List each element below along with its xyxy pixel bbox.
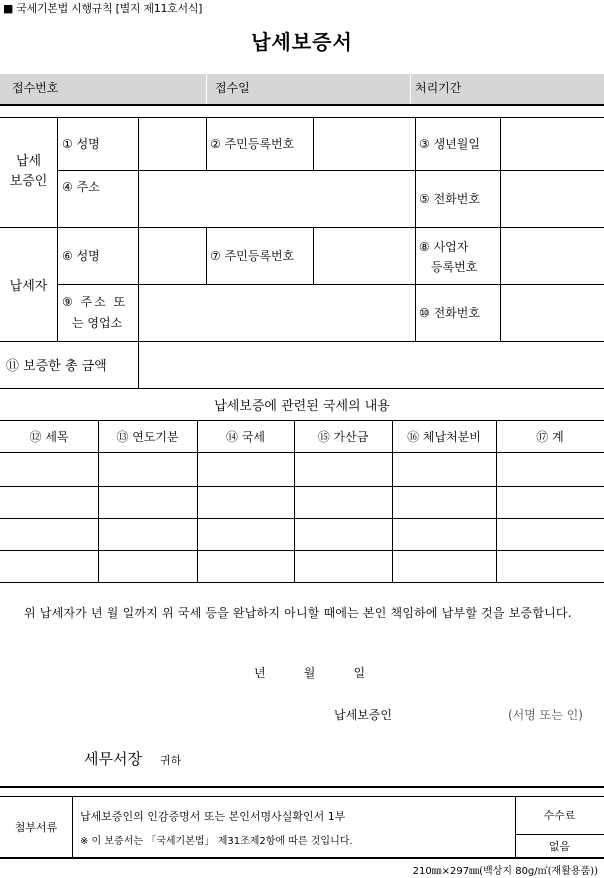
guarantor-birth-label: ③ 생년월일 [419, 137, 480, 151]
column-header-additional-charge: ⑮ 가산금 [317, 429, 369, 444]
taxpayer-resident-no-label: ⑦ 주민등록번호 [210, 249, 295, 263]
taxpayer-business-no-label-line1: ⑧ 사업자 [419, 240, 469, 254]
total-amount-label: ⑪ 보증한 총 금액 [6, 359, 107, 374]
pledge-statement: 위 납세자가 년 월 일까지 위 국세 등을 완납하지 아니할 때에는 본인 책임하에 납부할 것을 보증합니다. [24, 606, 572, 620]
taxpayer-address-field[interactable] [139, 285, 414, 340]
taxpayer-business-no-field[interactable] [501, 228, 603, 283]
column-header-tax-item: ⑫ 세목 [29, 429, 69, 444]
attachment-note: ※ 이 보증서는 「국세기본법」 제31조제2항에 따른 것입니다. [80, 836, 353, 847]
guarantor-resident-no-field[interactable] [314, 118, 414, 169]
guarantor-phone-label: ⑤ 전화번호 [419, 192, 480, 206]
taxpayer-phone-label: ⑩ 전화번호 [419, 306, 480, 320]
taxpayer-group-label: 납세자 [9, 278, 48, 294]
column-header-year-period: ⑬ 연도기분 [116, 429, 179, 444]
attachment-item: 납세보증인의 인감증명서 또는 본인서명사실확인서 1부 [80, 810, 346, 823]
taxpayer-address-label-line2: 는 영업소 [72, 316, 123, 330]
fee-value: 없음 [548, 840, 571, 853]
receipt-bar [0, 74, 604, 106]
taxpayer-phone-field[interactable] [501, 285, 603, 340]
signature-hint: (서명 또는 인) [508, 708, 583, 722]
fee-label: 수수료 [543, 809, 576, 822]
guarantor-address-field[interactable] [139, 171, 414, 226]
legal-basis: ■ 국세기본법 시행규칙 [별지 제11호서식] [3, 2, 203, 15]
form-title: 납세보증서 [251, 30, 353, 54]
recipient-suffix: 귀하 [160, 754, 182, 767]
tax-detail-row[interactable] [0, 551, 604, 581]
taxpayer-name-label: ⑥ 성명 [62, 249, 100, 263]
guarantor-name-label: ① 성명 [62, 137, 100, 151]
taxpayer-name-field[interactable] [139, 228, 205, 283]
guarantor-address-label: ④ 주소 [62, 180, 100, 194]
column-header-national-tax: ⑭ 국세 [226, 429, 265, 444]
column-header-disposition-cost: ⑯ 체납처분비 [407, 429, 481, 444]
total-amount-field[interactable] [139, 342, 603, 387]
tax-detail-row[interactable] [0, 487, 604, 517]
processing-period-label: 처리기간 [415, 81, 462, 95]
receipt-date-label: 접수일 [215, 81, 250, 95]
pledge-date-line: 년 월 일 [254, 666, 366, 680]
guarantor-resident-no-label: ② 주민등록번호 [210, 137, 295, 151]
tax-detail-row[interactable] [0, 519, 604, 549]
receipt-number-label: 접수번호 [12, 81, 59, 95]
recipient-office: 세무서장 [84, 750, 142, 768]
tax-details-heading: 납세보증에 관련된 국세의 내용 [214, 398, 390, 414]
tax-detail-row[interactable] [0, 453, 604, 485]
column-header-total: ⑰ 계 [536, 429, 564, 444]
taxpayer-business-no-label-line2: 등록번호 [431, 260, 478, 274]
guarantor-group-label: 납세 보증인 [9, 154, 48, 189]
taxpayer-address-label [62, 292, 127, 334]
guarantor-birth-field[interactable] [501, 118, 603, 169]
attachments-label: 첨부서류 [14, 820, 58, 834]
guarantor-name-field[interactable] [139, 118, 205, 169]
signer-label: 납세보증인 [334, 708, 392, 722]
taxpayer-address-label-line1: ⑨ 주소 또 [62, 295, 128, 309]
taxpayer-resident-no-field[interactable] [314, 228, 414, 283]
taxpayer-business-no-label [419, 237, 477, 277]
guarantor-phone-field[interactable] [501, 171, 603, 226]
paper-spec: 210㎜×297㎜(백상지 80g/㎡(재활용품)) [412, 866, 598, 877]
